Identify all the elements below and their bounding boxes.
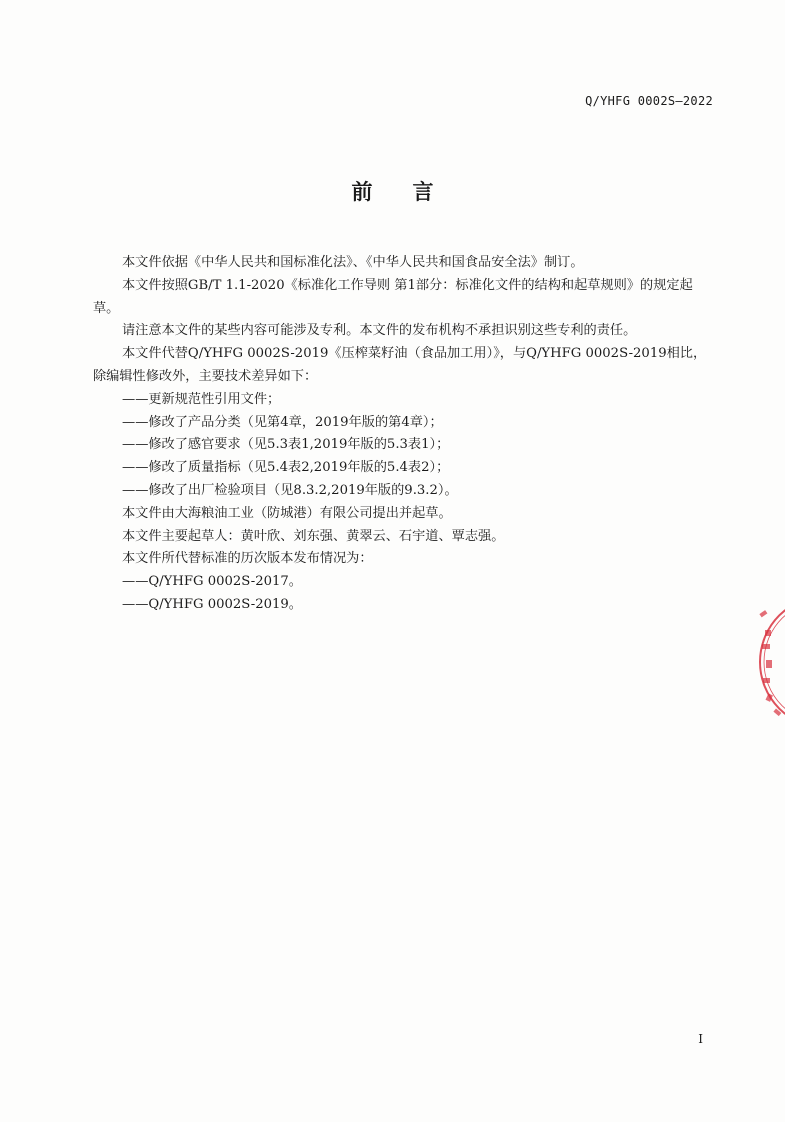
change-item: ——修改了出厂检验项目（见8.3.2,2019年版的9.3.2）。 [122,482,458,498]
page-number: I [698,1032,703,1046]
paragraph-basis: 本文件依据《中华人民共和国标准化法》、《中华人民共和国食品安全法》制订。 [122,255,584,270]
page-title: 前言 [351,180,474,204]
paragraph-drafting-rules: 本文件按照GB/T 1.1-2020《标准化工作导则 第1部分：标准化文件的结构和起草规则》的规定起草。 [93,277,693,316]
company-seal-icon [752,582,785,742]
history-item: ——Q/YHFG 0002S-2017。 [122,574,302,590]
history-item: ——Q/YHFG 0002S-2019。 [122,596,302,612]
paragraph-drafters: 本文件主要起草人：黄叶欣、刘东强、黄翠云、石宇道、覃志强。 [122,528,505,544]
change-item: ——修改了产品分类（见第4章，2019年版的第4章）； [122,414,443,430]
change-item: ——更新规范性引用文件； [122,391,281,407]
paragraph-history-intro: 本文件所代替标准的历次版本发布情况为： [122,551,373,567]
paragraph-patent-notice: 请注意本文件的某些内容可能涉及专利。本文件的发布机构不承担识别这些专利的责任。 [122,323,637,339]
paragraph-replacement: 本文件代替Q/YHFG 0002S-2019《压榨菜籽油（食品加工用）》，与Q/YHFG 0002S-2019相比，除编辑性修改外，主要技术差异如下： [93,346,707,384]
document-body [93,252,719,617]
change-item: ——修改了感官要求（见5.3表1,2019年版的5.3表1）； [122,437,450,453]
document-code: Q/YHFG 0002S—2022 [585,94,713,108]
paragraph-proposer: 本文件由大海粮油工业（防城港）有限公司提出并起草。 [122,505,452,521]
change-item: ——修改了质量指标（见5.4表2,2019年版的5.4表2）； [122,460,450,476]
